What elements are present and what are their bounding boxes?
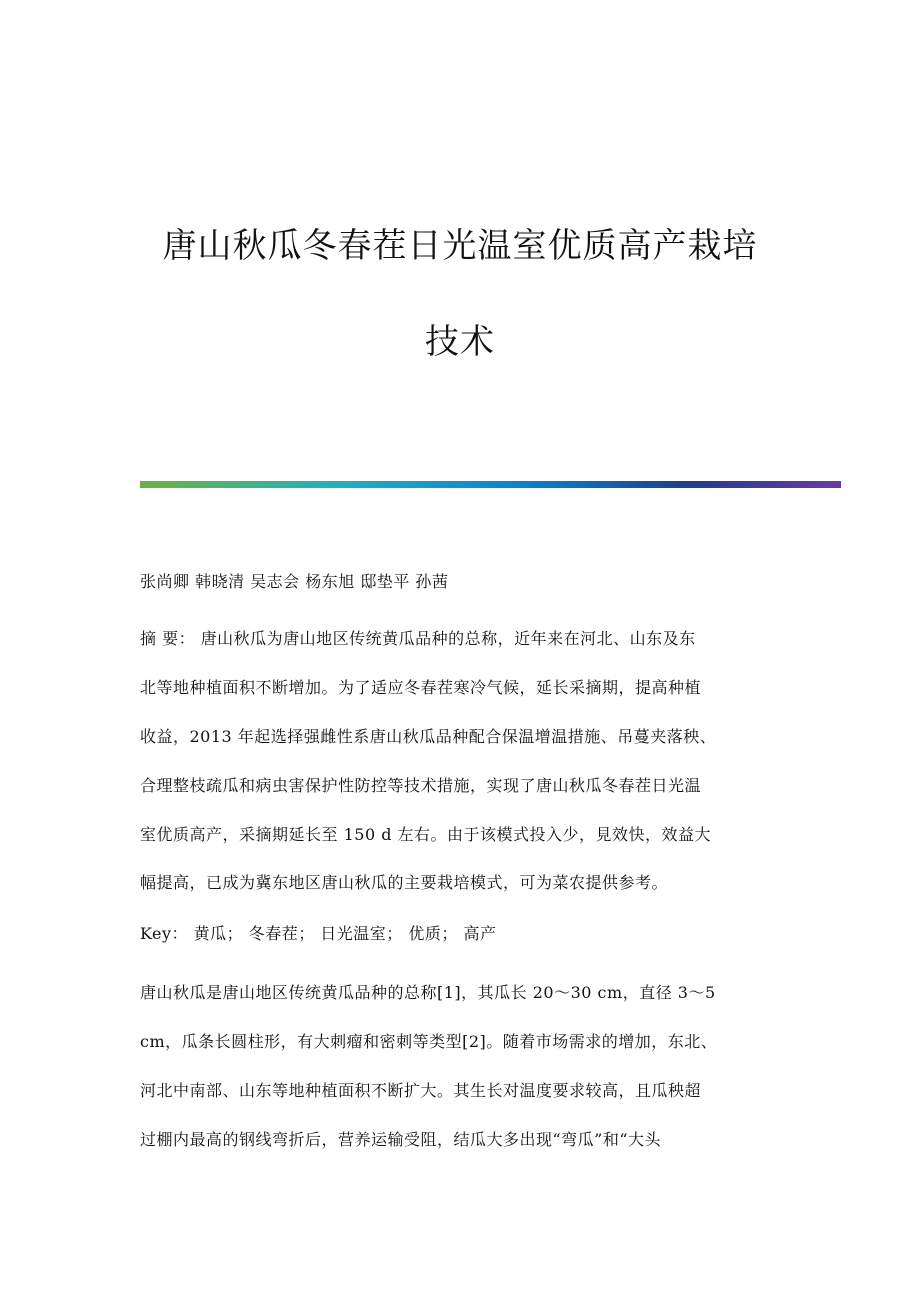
- document-title-line-2: 技术: [425, 322, 495, 362]
- abstract-line: 室优质高产，采摘期延长至 150 d 左右。由于该模式投入少，見效快，效益大: [140, 825, 712, 844]
- keywords: Key： 黄瓜； 冬春茬； 日光温室； 优质； 高产: [140, 924, 497, 943]
- body-line: 唐山秋瓜是唐山地区传统黄瓜品种的总称[1]，其瓜长 20～30 cm，直径 3～5: [140, 983, 716, 1002]
- abstract-line: 幅提高，已成为冀东地区唐山秋瓜的主要栽培模式，可为菜农提供参考。: [140, 873, 669, 892]
- body-line: 河北中南部、山东等地种植面积不断扩大。其生长对温度要求较高，且瓜秧超: [140, 1081, 702, 1100]
- abstract-line: 北等地种植面积不断增加。为了适应冬春茬寒冷气候，延长采摘期，提高种植: [140, 678, 702, 697]
- abstract-line: 收益，2013 年起选择强雌性系唐山秋瓜品种配合保温增温措施、吊蔓夹落秧、: [140, 727, 717, 746]
- abstract-line: 合理整枝疏瓜和病虫害保护性防控等技术措施，实现了唐山秋瓜冬春茬日光温: [140, 776, 702, 795]
- document-title-line-1: 唐山秋瓜冬春茬日光温室优质高产栽培: [162, 226, 758, 266]
- authors: 张尚卿 韩晓清 吴志会 杨东旭 邸垫平 孙茜: [140, 572, 449, 591]
- decorative-gradient-divider: [140, 481, 841, 488]
- body-line: cm，瓜条长圆柱形，有大刺瘤和密刺等类型[2]。随着市场需求的增加，东北、: [140, 1032, 718, 1051]
- body-line: 过棚内最高的钢线弯折后，营养运输受阻，结瓜大多出现“弯瓜”和“大头: [140, 1130, 662, 1149]
- abstract-line: 摘 要： 唐山秋瓜为唐山地区传统黄瓜品种的总称，近年来在河北、山东及东: [140, 629, 696, 648]
